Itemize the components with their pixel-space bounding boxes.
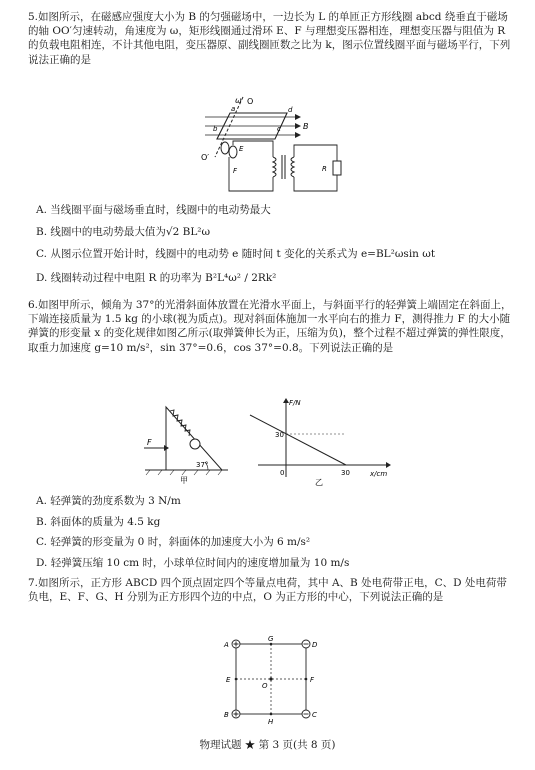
q5-stem: 5.如图所示，在磁感应强度大小为 B 的匀强磁场中，一边长为 L 的单匝正方形线圈 abcd 绕垂直于磁场的轴 OO′匀速转动，角速度为 ω，矩形线圈通过滑环 E、F 与理想变压器相连，理想变压器与阻值为 R 的负载电阻相连，不计其他电阻，变压器原、副线圈匝数之比为 k，图示位置线圈平面与磁场平行，下列说法正确的是 (28, 11, 511, 66)
q5-option-b: B. 线圈中的电动势最大值为√2 BL²ω (36, 226, 211, 238)
q6-option-c: C. 轻弹簧的形变量为 0 时，斜面体的加速度大小为 6 m/s² (36, 536, 311, 548)
q6-option-a: A. 轻弹簧的劲度系数为 3 N/m (36, 495, 181, 507)
question-5 (28, 10, 516, 67)
fig-yi-ylabel: F/N (289, 399, 301, 407)
q7-stem: 7.如图所示，正方形 ABCD 四个顶点固定四个等量点电荷，其中 A、B 处电荷带正电，C、D 处电荷带负电，E、F、G、H 分别为正方形四个边的中点，O 为正方形的中心，下列说法正确的是 (28, 577, 507, 604)
fig7-label-f: F (310, 676, 315, 684)
q5-option-a: A. 当线圈平面与磁场垂直时，线圈中的电动势最大 (36, 204, 271, 216)
fig7-label-a: A (224, 641, 229, 649)
fig7-label-e: E (226, 676, 231, 684)
page-footer: 物理试题 ★ 第 3 页(共 8 页) (199, 739, 336, 751)
fig-jia-label-f: F (147, 438, 152, 447)
fig-yi-xlabel: x/cm (370, 470, 388, 478)
fig5-label-b-field: B (303, 122, 309, 131)
fig5-label-b: b (213, 125, 218, 133)
fig7-label-d: D (312, 641, 318, 649)
q5-figure (195, 95, 350, 200)
fig-jia-angle: 37° (196, 461, 209, 469)
question-6 (28, 298, 516, 355)
q5-option-c: C. 从图示位置开始计时，线圈中的电动势 e 随时间 t 变化的关系式为 e=BL²ωsin ωt (36, 248, 436, 260)
fig5-label-o-prime: O′ (201, 153, 210, 162)
fig5-label-r: R (322, 165, 327, 173)
fig-yi-ytick: 30 (275, 431, 284, 439)
fig-yi-xtick: 30 (341, 469, 350, 477)
fig5-label-o: O (247, 97, 254, 106)
q6-figure-jia (140, 395, 230, 485)
fig5-label-e: E (239, 145, 244, 153)
fig5-omega: ω (235, 96, 242, 105)
fig5-label-d: d (288, 106, 293, 114)
q6-option-b: B. 斜面体的质量为 4.5 kg (36, 516, 161, 528)
q6-figure-yi (248, 395, 398, 487)
q6-option-d: D. 轻弹簧压缩 10 cm 时，小球单位时间内的速度增加量为 10 m/s (36, 557, 350, 569)
q7-figure (222, 636, 318, 726)
fig5-label-c: c (277, 125, 281, 133)
fig7-label-c: C (312, 711, 317, 719)
fig5-label-a: a (231, 105, 236, 113)
fig-yi-origin: 0 (280, 469, 285, 477)
q5-option-d: D. 线圈转动过程中电阻 R 的功率为 B²L⁴ω² / 2Rk² (36, 272, 277, 284)
fig-yi-caption: 乙 (315, 478, 323, 487)
fig7-label-g: G (268, 636, 274, 643)
fig-jia-caption: 甲 (180, 476, 188, 485)
fig7-label-o: O (262, 682, 268, 690)
fig7-label-h: H (268, 718, 274, 726)
question-7 (28, 576, 516, 604)
q6-stem: 6.如图甲所示，倾角为 37°的光滑斜面体放置在光滑水平面上，与斜面平行的轻弹簧上端固定在斜面上，下端连接质量为 1.5 kg 的小球(视为质点)。现对斜面体施加一水平向右的推力 F，测得推力 F 的大小随弹簧的形变量 x 的变化规律如图乙所示(取弹簧伸长为正，压缩为负)，整个过程不超过弹簧的弹性限度，取重力加速度 g=10 m/s²，sin 37°=0.6，cos 37°=0.8。下列说法正确的是 (28, 299, 512, 354)
fig7-label-b: B (224, 711, 229, 719)
fig5-label-f: F (233, 167, 238, 175)
